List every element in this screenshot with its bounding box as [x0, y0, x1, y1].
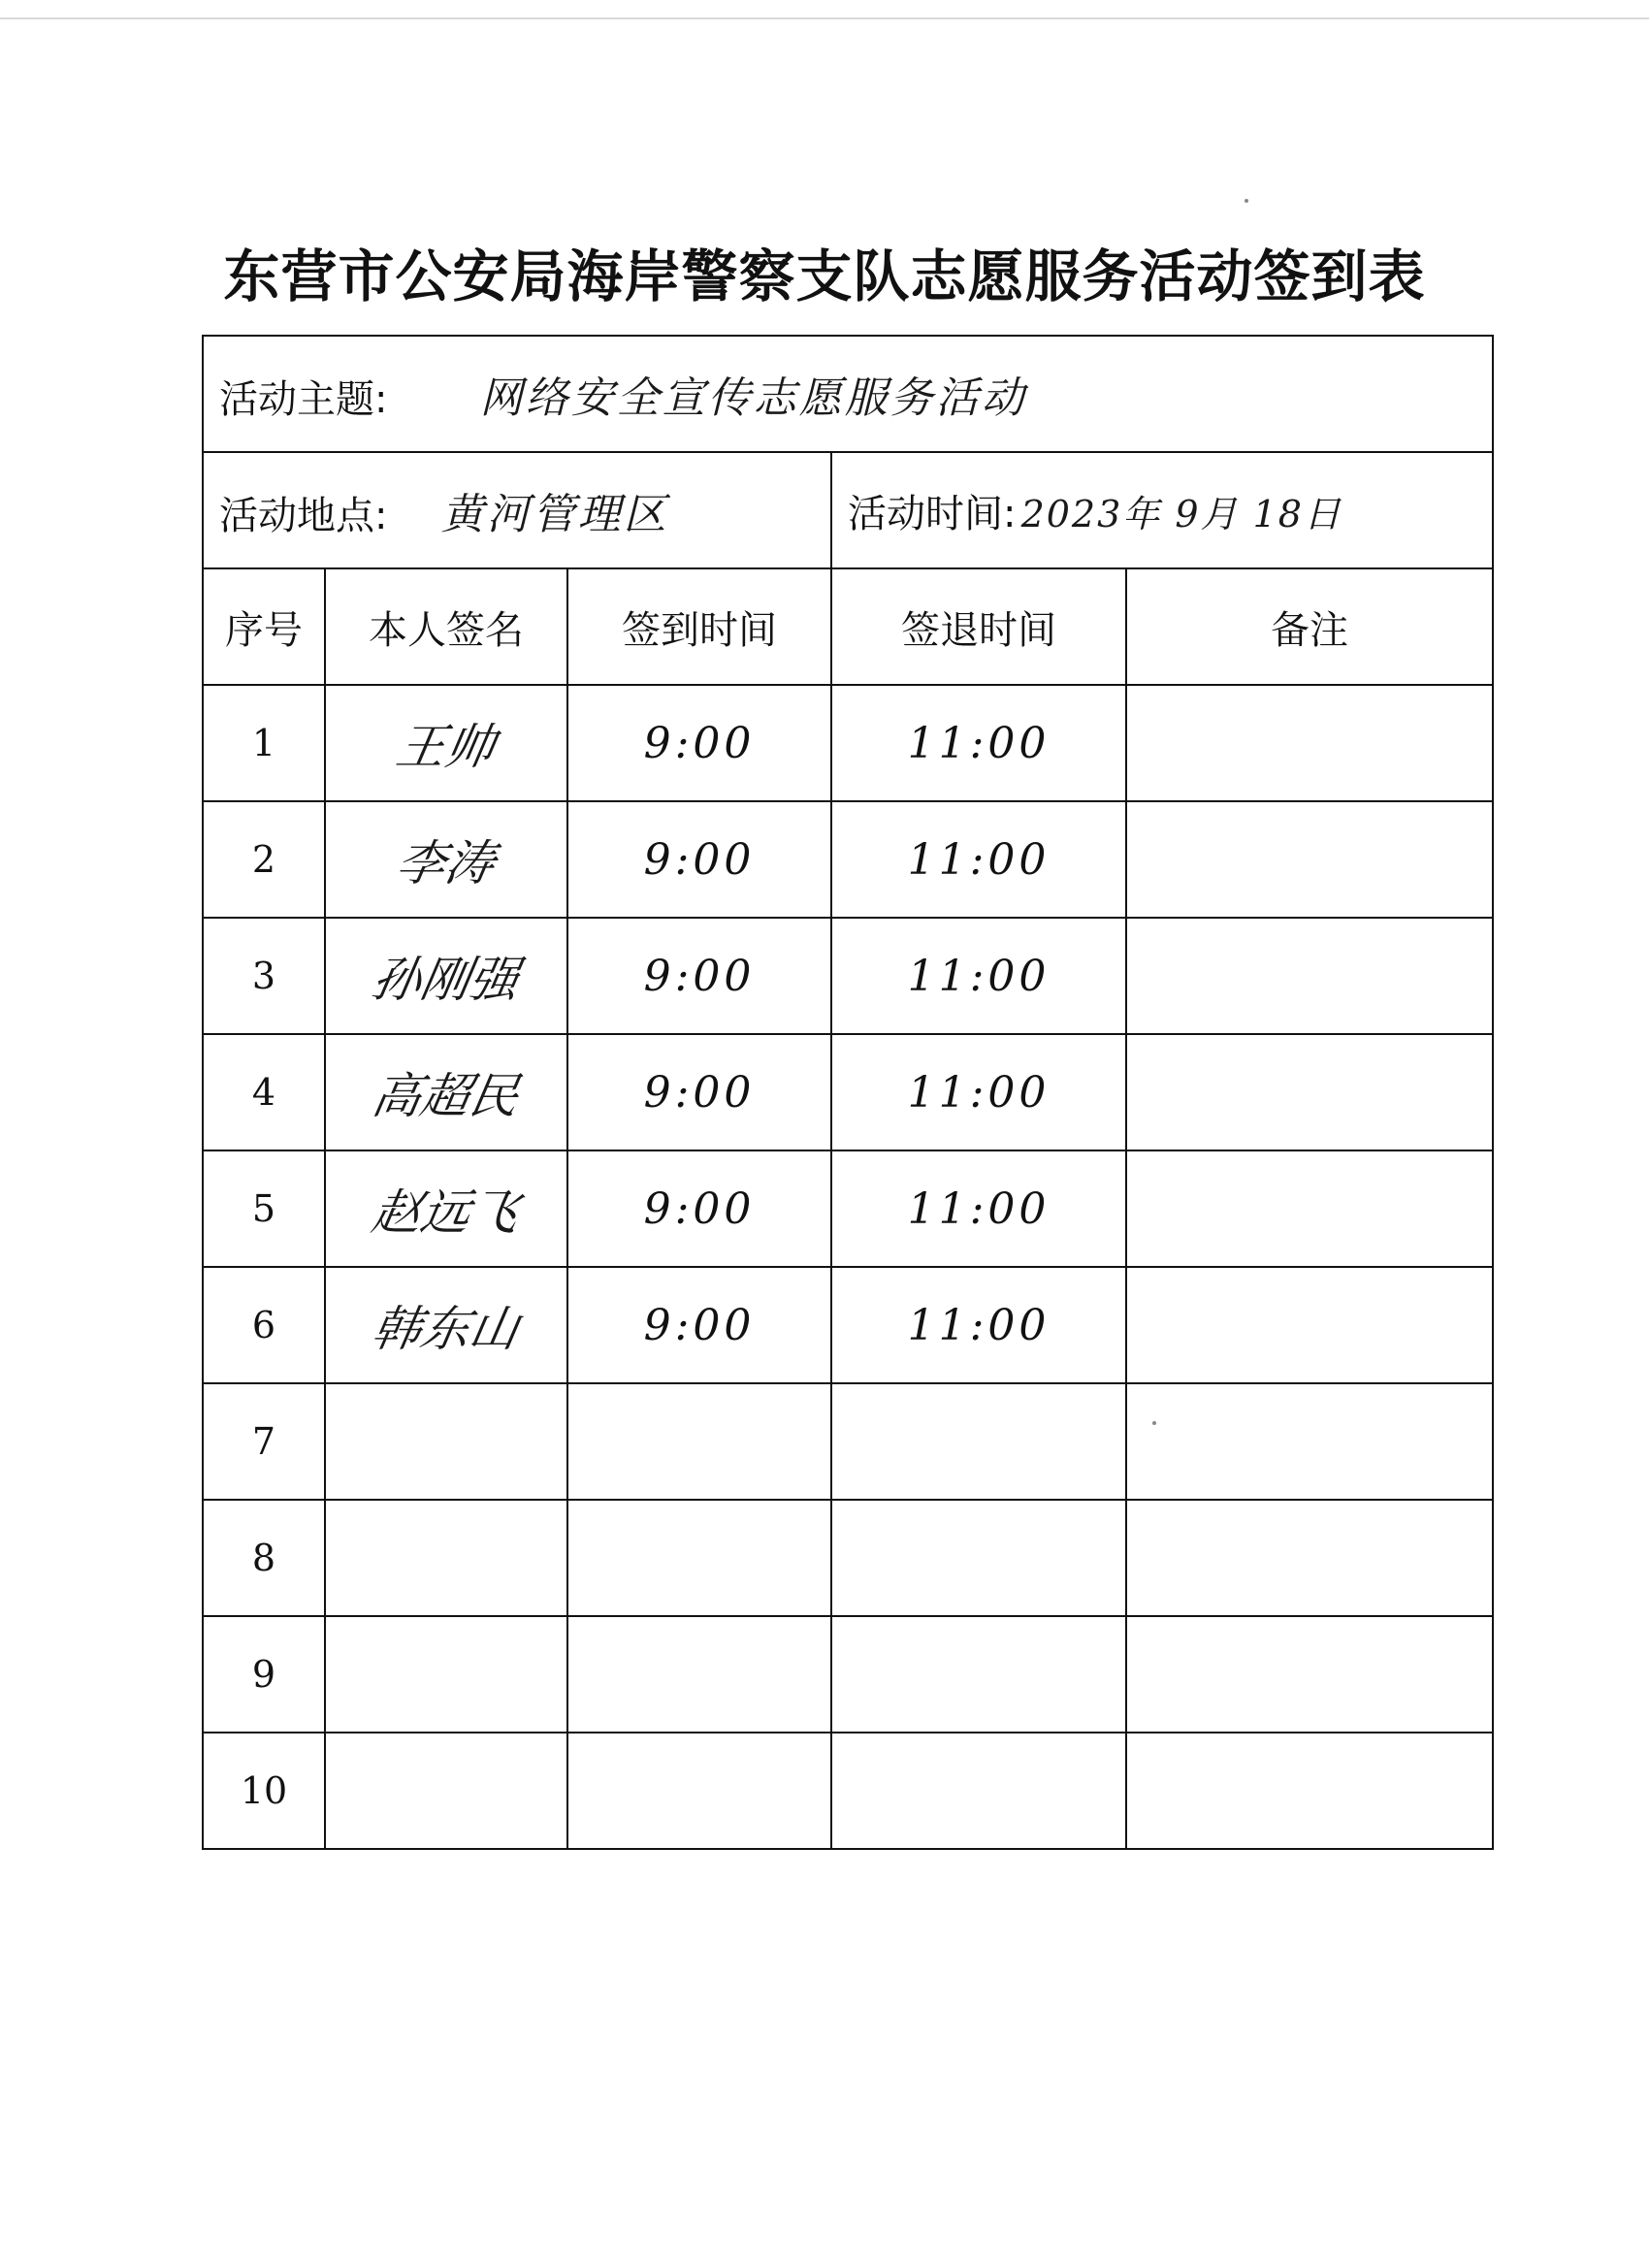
row-no-cell	[203, 801, 325, 918]
sign-in-table	[202, 335, 1494, 1850]
row-no: 6	[251, 1304, 276, 1346]
sign-in-time-cell	[567, 918, 831, 1034]
sign-in-time: 9:00	[643, 1300, 756, 1350]
col-header-no: 序号	[203, 568, 325, 685]
signature-cell	[325, 1500, 567, 1616]
col-header-sign-out: 签退时间	[831, 568, 1126, 685]
row-no: 5	[251, 1187, 276, 1230]
signature: 赵远飞	[368, 1184, 524, 1241]
row-no: 4	[251, 1071, 276, 1114]
row-no-cell	[203, 1616, 325, 1733]
time-value: 2023年 9月 18日	[1020, 492, 1342, 535]
row-no: 9	[251, 1653, 276, 1696]
note-cell	[1126, 685, 1493, 801]
sign-out-time-cell	[831, 1616, 1126, 1733]
row-no: 10	[240, 1769, 288, 1812]
theme-value: 网络安全宣传志愿服务活动	[479, 373, 1027, 423]
table-row	[203, 1500, 1493, 1616]
signature-cell	[325, 1733, 567, 1849]
scan-speck	[1245, 199, 1248, 203]
note-cell	[1126, 1150, 1493, 1267]
signature-cell	[325, 801, 567, 918]
row-no-cell	[203, 1267, 325, 1383]
sign-in-time: 9:00	[643, 951, 756, 1001]
table-row	[203, 1034, 1493, 1150]
note-cell	[1126, 1500, 1493, 1616]
table-row	[203, 685, 1493, 801]
signature: 孙刚强	[368, 952, 524, 1008]
table-row	[203, 1383, 1493, 1500]
note-cell	[1126, 1383, 1493, 1500]
row-no-cell	[203, 1500, 325, 1616]
sign-out-time-cell	[831, 1034, 1126, 1150]
sign-in-time-cell	[567, 1150, 831, 1267]
sign-in-time-cell	[567, 1034, 831, 1150]
place-time-row	[203, 452, 1493, 568]
sign-out-time: 11:00	[907, 718, 1051, 768]
row-no-cell	[203, 1034, 325, 1150]
table-row	[203, 1733, 1493, 1849]
sign-out-time: 11:00	[907, 1067, 1051, 1118]
sign-out-time: 11:00	[907, 834, 1051, 885]
place-value: 黄河管理区	[440, 490, 669, 539]
sign-out-time-cell	[831, 1383, 1126, 1500]
row-no-cell	[203, 685, 325, 801]
signature-cell	[325, 1383, 567, 1500]
sign-in-time: 9:00	[643, 1067, 756, 1118]
table-row	[203, 801, 1493, 918]
note-cell	[1126, 1616, 1493, 1733]
sign-out-time-cell	[831, 801, 1126, 918]
signature: 李涛	[392, 835, 500, 891]
col-header-sign-in: 签到时间	[567, 568, 831, 685]
column-header-row	[203, 568, 1493, 685]
col-header-signature: 本人签名	[325, 568, 567, 685]
sign-in-time-cell	[567, 685, 831, 801]
note-cell	[1126, 1034, 1493, 1150]
sign-in-time: 9:00	[643, 834, 756, 885]
table-row	[203, 918, 1493, 1034]
sign-in-time-cell	[567, 1616, 831, 1733]
row-no-cell	[203, 918, 325, 1034]
row-no-cell	[203, 1150, 325, 1267]
theme-row	[203, 336, 1493, 452]
sign-out-time: 11:00	[907, 951, 1051, 1001]
col-header-note: 备注	[1126, 568, 1493, 685]
row-no: 1	[251, 722, 276, 764]
sign-out-time: 11:00	[907, 1300, 1051, 1350]
theme-label: 活动主题:	[219, 377, 388, 422]
sign-out-time-cell	[831, 685, 1126, 801]
row-no: 2	[251, 838, 276, 881]
signature: 王帅	[392, 719, 500, 775]
sign-out-time-cell	[831, 1150, 1126, 1267]
note-cell	[1126, 801, 1493, 918]
signature: 高超民	[368, 1068, 524, 1124]
row-no: 8	[251, 1537, 276, 1579]
sign-in-time-cell	[567, 801, 831, 918]
signature-cell	[325, 1267, 567, 1383]
sign-out-time-cell	[831, 1267, 1126, 1383]
sign-out-time: 11:00	[907, 1183, 1051, 1234]
sign-in-time-cell	[567, 1500, 831, 1616]
table-row	[203, 1616, 1493, 1733]
note-cell	[1126, 1733, 1493, 1849]
time-label: 活动时间:	[848, 491, 1017, 536]
table-row	[203, 1267, 1493, 1383]
scan-top-edge	[0, 17, 1649, 19]
row-no-cell	[203, 1383, 325, 1500]
row-no-cell	[203, 1733, 325, 1849]
row-no: 7	[251, 1420, 276, 1463]
note-cell	[1126, 1267, 1493, 1383]
sign-in-time: 9:00	[643, 718, 756, 768]
signature-cell	[325, 685, 567, 801]
sign-out-time-cell	[831, 1733, 1126, 1849]
sign-in-time-cell	[567, 1267, 831, 1383]
sign-out-time-cell	[831, 1500, 1126, 1616]
signature: 韩东山	[368, 1301, 524, 1357]
form-title: 东营市公安局海岸警察支队志愿服务活动签到表	[223, 243, 1426, 309]
signature-cell	[325, 1150, 567, 1267]
sign-out-time-cell	[831, 918, 1126, 1034]
signature-cell	[325, 1034, 567, 1150]
sign-in-time-cell	[567, 1733, 831, 1849]
sign-in-time-cell	[567, 1383, 831, 1500]
signature-cell	[325, 918, 567, 1034]
row-no: 3	[251, 955, 276, 997]
table-row	[203, 1150, 1493, 1267]
place-label: 活动地点:	[219, 494, 388, 538]
note-cell	[1126, 918, 1493, 1034]
signature-cell	[325, 1616, 567, 1733]
sign-in-time: 9:00	[643, 1183, 756, 1234]
